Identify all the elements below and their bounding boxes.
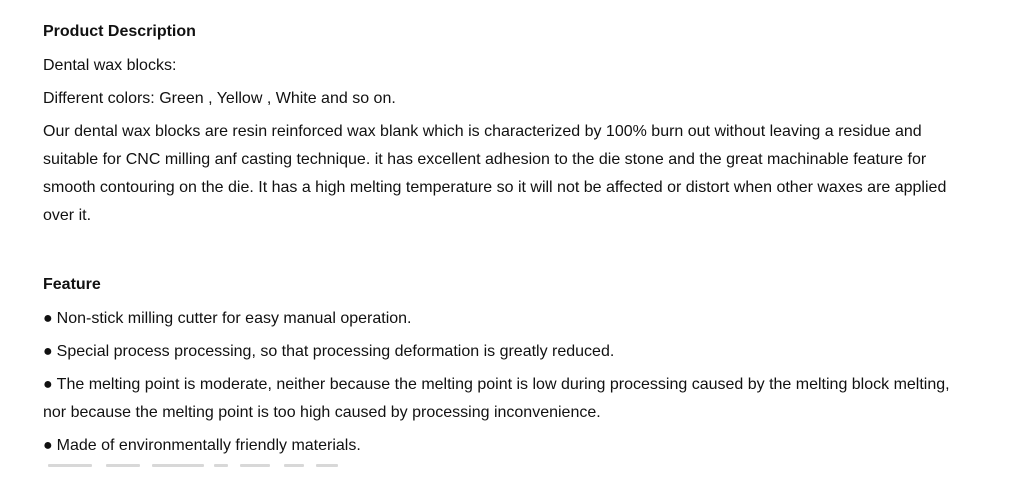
product-description-heading: Product Description [43,23,196,40]
feature-item-text: Made of environmentally friendly materials. [56,437,361,454]
product-content [43,20,973,465]
feature-item-text: Non-stick milling cutter for easy manual operation. [56,310,412,327]
feature-item [43,432,973,460]
feature-item-text: The melting point is moderate, neither because the melting point is low during processing caused by the melting block melting, nor because the melting point is too high caused by processing inconvenience. [43,376,950,421]
description-line-intro: Dental wax blocks: [43,57,177,74]
feature-item-text: Special process processing, so that processing deformation is greatly reduced. [56,343,615,360]
feature-item [43,305,973,333]
feature-heading: Feature [43,276,101,293]
feature-item [43,371,973,427]
description-paragraph: Our dental wax blocks are resin reinforced wax blank which is characterized by 100% burn out without leaving a residue and suitable for CNC milling anf casting technique. it has excellent adhesion to the die stone and the great machinable feature for smooth contouring on the die. It has a high melting temperature so it will not be affected or distort when other waxes are applied over it. [43,123,947,224]
section-spacer [43,235,973,273]
bullet-icon: ● [43,376,53,393]
description-line-colors: Different colors: Green , Yellow , White and so on. [43,90,396,107]
bullet-icon: ● [43,437,53,454]
cut-off-text-fragment [48,462,358,469]
bullet-icon: ● [43,343,53,360]
feature-item [43,338,973,366]
bullet-icon: ● [43,310,53,327]
